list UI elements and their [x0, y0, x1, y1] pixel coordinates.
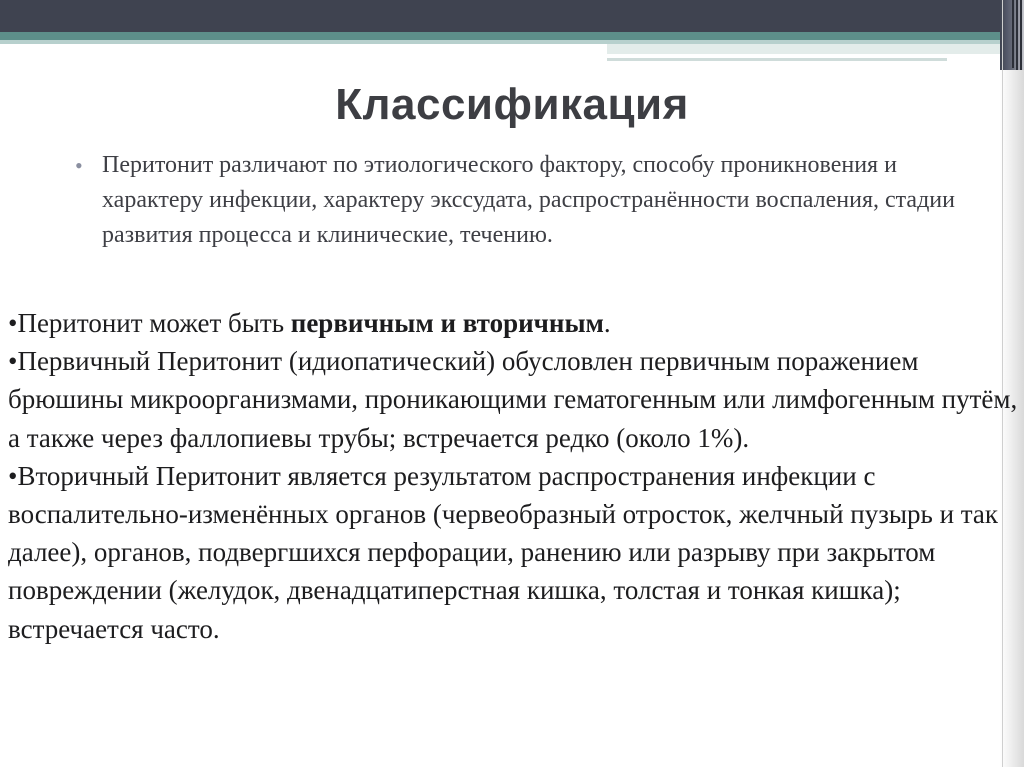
- bullet-icon: •: [75, 153, 83, 178]
- header-accent-block: [607, 44, 1000, 54]
- paragraph-primary-secondary: [8, 304, 1018, 342]
- main-content: [8, 304, 1018, 648]
- header-teal-band: [0, 32, 1000, 40]
- edge-stripe: [1012, 0, 1014, 68]
- paragraph-bold-phrase: первичным и вторичным: [290, 308, 604, 338]
- right-edge-header: [1000, 0, 1024, 70]
- header-bar: [0, 0, 1024, 32]
- intro-bullet: [75, 148, 955, 253]
- paragraph-suffix: .: [603, 308, 611, 338]
- paragraph-secondary-peritonitis: •Вторичный Перитонит является результатом распространения инфекции с воспалительно-изменённых органов (червеобразный отросток, желчный пузырь и так далее), органов, подвергшихся перфорации, ранению или разрыву при закрытом повреждении (желудок, двенадцатиперстная кишка, толстая и тонкая кишка); встречается часто.: [8, 460, 999, 644]
- edge-stripe: [1016, 0, 1018, 70]
- paragraph-prefix: •Перитонит может быть: [8, 308, 291, 338]
- slide-title: Классификация: [335, 80, 689, 129]
- paragraph-primary-peritonitis: •Первичный Перитонит (идиопатический) обусловлен первичным поражением брюшины микроорганизмами, проникающими гематогенным или лимфогенным путём, а также через фаллопиевы трубы; встречается редко (около 1%).: [8, 346, 1018, 453]
- intro-text: Перитонит различают по этиологического фактору, способу проникновения и характеру инфекции, характеру экссудата, распространённости воспаления, стадии развития процесса и клинические, течению.: [102, 152, 955, 248]
- edge-stripe: [1020, 0, 1022, 70]
- header-accent-line: [607, 58, 947, 61]
